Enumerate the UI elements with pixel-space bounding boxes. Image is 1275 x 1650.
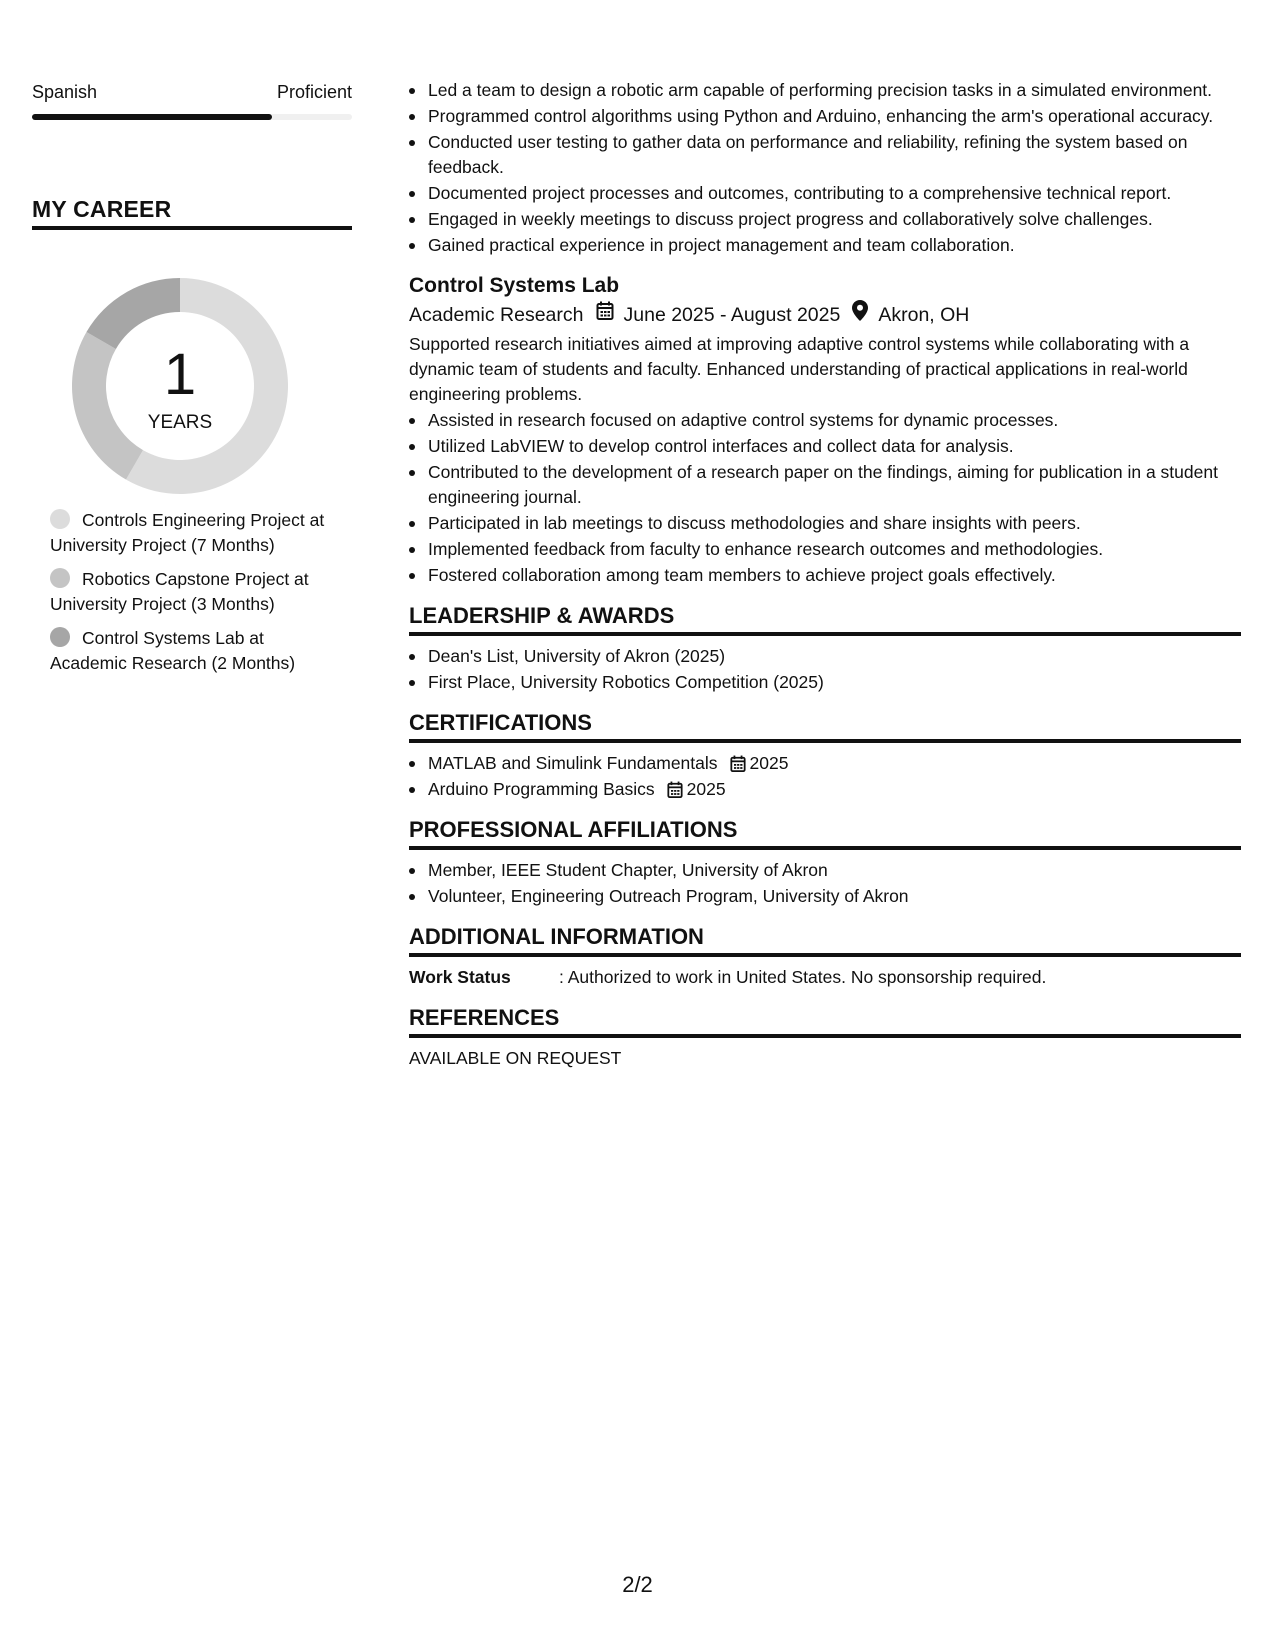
legend-item	[50, 508, 340, 558]
main-content	[409, 78, 1241, 1071]
calendar-icon	[730, 755, 746, 773]
career-total-unit: YEARS	[147, 412, 213, 433]
leadership-list	[409, 644, 1241, 695]
job-meta	[409, 300, 1241, 330]
location-pin-icon	[852, 300, 868, 330]
legend-dot	[50, 509, 70, 529]
additional-info-section-title: ADDITIONAL INFORMATION	[409, 924, 704, 949]
certification-date	[730, 751, 789, 776]
section-divider	[409, 953, 1241, 957]
list-item: Dean's List, University of Akron (2025)	[409, 644, 1241, 669]
list-item: Engaged in weekly meetings to discuss project progress and collaboratively solve challenges.	[409, 207, 1241, 232]
work-status-key: Work Status	[409, 967, 511, 987]
list-item: Led a team to design a robotic arm capable of performing precision tasks in a simulated environment.	[409, 78, 1241, 103]
donut-segment	[86, 278, 180, 349]
affiliations-section-title: PROFESSIONAL AFFILIATIONS	[409, 817, 738, 842]
section-divider	[409, 739, 1241, 743]
work-status-value: : Authorized to work in United States. No sponsorship required.	[559, 967, 1047, 987]
career-section-title: MY CAREER	[32, 196, 172, 222]
list-item: Utilized LabVIEW to develop control interfaces and collect data for analysis.	[409, 434, 1241, 459]
legend-dot	[50, 568, 70, 588]
language-name: Spanish	[32, 82, 98, 102]
list-item: Implemented feedback from faculty to enhance research outcomes and methodologies.	[409, 537, 1241, 562]
list-item: Documented project processes and outcomes, contributing to a comprehensive technical report.	[409, 181, 1241, 206]
calendar-icon	[667, 781, 683, 799]
certification-name: MATLAB and Simulink Fundamentals	[428, 753, 718, 773]
previous-job-bullets	[409, 78, 1241, 258]
list-item: Member, IEEE Student Chapter, University of Akron	[409, 858, 1241, 883]
page-number: 2/2	[622, 1572, 653, 1597]
certification-name: Arduino Programming Basics	[428, 779, 655, 799]
certification-year: 2025	[749, 753, 789, 773]
legend-label: Controls Engineering Project at University Project (7 Months)	[50, 510, 325, 555]
job-bullets	[409, 408, 1241, 588]
list-item: Fostered collaboration among team members to achieve project goals effectively.	[409, 563, 1241, 588]
certification-date	[667, 777, 726, 802]
legend-dot	[50, 627, 70, 647]
certifications-list	[409, 751, 1241, 802]
list-item: First Place, University Robotics Competition (2025)	[409, 670, 1241, 695]
references-section-title: REFERENCES	[409, 1005, 560, 1030]
list-item: Participated in lab meetings to discuss methodologies and share insights with peers.	[409, 511, 1241, 536]
references-text: AVAILABLE ON REQUEST	[409, 1048, 622, 1068]
job-title: Control Systems Lab	[409, 274, 620, 297]
legend-item	[50, 567, 340, 617]
career-total-value: 1	[163, 342, 197, 407]
language-proficiency-bar	[32, 114, 352, 120]
legend-label: Robotics Capstone Project at University Project (3 Months)	[50, 569, 309, 614]
job-organization: Academic Research	[409, 304, 584, 326]
work-status-row	[409, 965, 1241, 990]
list-item: Assisted in research focused on adaptive control systems for dynamic processes.	[409, 408, 1241, 433]
list-item: Gained practical experience in project management and team collaboration.	[409, 233, 1241, 258]
list-item: Programmed control algorithms using Python and Arduino, enhancing the arm's operational accuracy.	[409, 104, 1241, 129]
certifications-section-title: CERTIFICATIONS	[409, 710, 592, 735]
language-proficiency-fill	[32, 114, 272, 120]
list-item: Conducted user testing to gather data on performance and reliability, refining the system based on feedback.	[409, 130, 1241, 180]
career-donut-chart	[66, 272, 294, 500]
certification-year: 2025	[686, 779, 726, 799]
list-item	[409, 751, 1241, 776]
job-dates: June 2025 - August 2025	[623, 304, 841, 326]
job-description: Supported research initiatives aimed at improving adaptive control systems while collaborating with a dynamic team of students and faculty. Enhanced understanding of practical applications in real-world engineering problems.	[409, 334, 1190, 404]
section-divider	[409, 1034, 1241, 1038]
job-location: Akron, OH	[878, 304, 970, 326]
leadership-section-title: LEADERSHIP & AWARDS	[409, 603, 675, 628]
list-item: Volunteer, Engineering Outreach Program, University of Akron	[409, 884, 1241, 909]
language-row	[32, 82, 352, 103]
affiliations-list	[409, 858, 1241, 909]
section-divider	[409, 846, 1241, 850]
language-level: Proficient	[276, 82, 352, 102]
legend-item	[50, 626, 340, 676]
section-divider	[409, 632, 1241, 636]
legend-label: Control Systems Lab at Academic Research (2 Months)	[50, 628, 296, 673]
list-item	[409, 777, 1241, 802]
calendar-icon	[596, 300, 614, 330]
list-item: Contributed to the development of a research paper on the findings, aiming for publication in a student engineering journal.	[409, 460, 1241, 510]
career-divider	[32, 226, 352, 230]
